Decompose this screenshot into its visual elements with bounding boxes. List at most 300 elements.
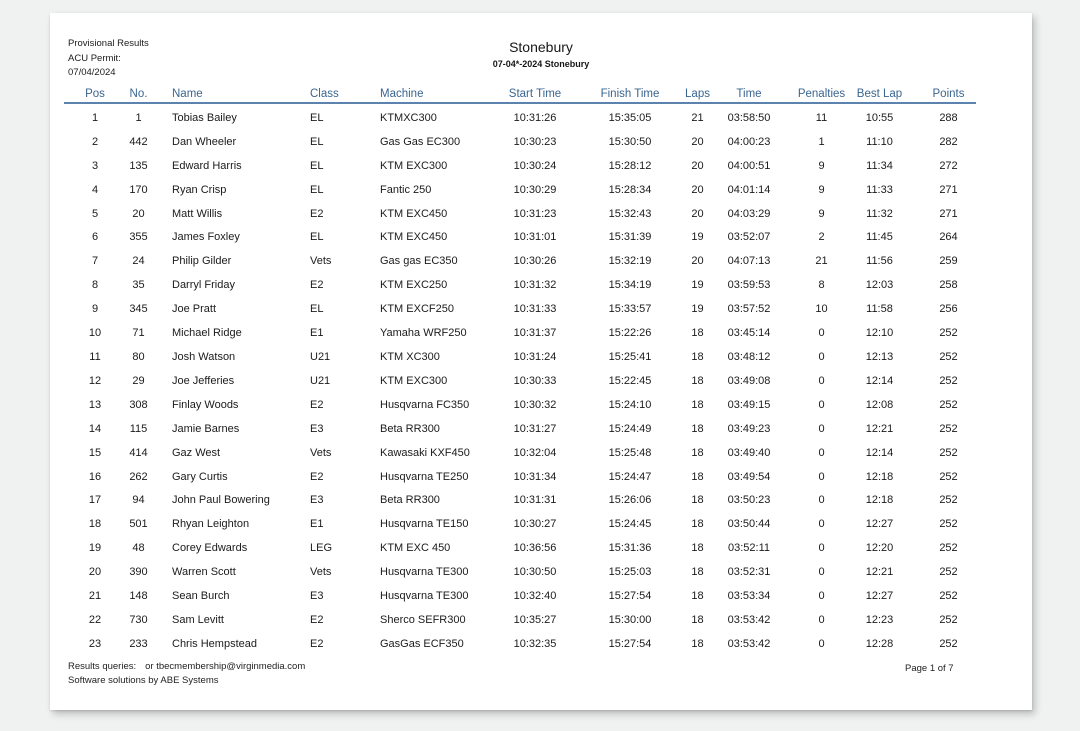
cell-laps: 18 (691, 422, 704, 435)
title-block (50, 39, 1032, 69)
column-header-machine: Machine (380, 87, 424, 100)
cell-time: 03:45:14 (727, 327, 771, 340)
cell-no: 35 (132, 279, 145, 292)
cell-best: 12:14 (865, 446, 894, 459)
cell-pen: 0 (818, 542, 825, 555)
cell-name: Ryan Crisp (172, 183, 227, 196)
cell-laps: 18 (691, 470, 704, 483)
event-title: Stonebury (509, 39, 573, 55)
cell-points: 252 (939, 590, 958, 603)
cell-no: 94 (132, 494, 145, 507)
table-row (50, 608, 1032, 632)
cell-cls: EL (310, 303, 324, 316)
cell-start: 10:31:24 (513, 351, 557, 364)
cell-name: Gaz West (172, 446, 221, 459)
cell-cls: EL (310, 231, 324, 244)
cell-start: 10:30:29 (513, 183, 557, 196)
cell-pos: 3 (91, 159, 99, 172)
cell-points: 272 (939, 159, 958, 172)
cell-pos: 23 (88, 637, 102, 650)
cell-machine: KTM EXC300 (380, 159, 448, 172)
cell-best: 12:03 (865, 279, 894, 292)
cell-cls: E3 (310, 590, 324, 603)
cell-no: 170 (129, 183, 148, 196)
cell-laps: 21 (691, 111, 704, 124)
cell-time: 03:48:12 (727, 351, 771, 364)
cell-pen: 0 (818, 470, 825, 483)
cell-cls: E2 (310, 398, 324, 411)
cell-machine: Gas Gas EC300 (380, 135, 461, 148)
cell-cls: E3 (310, 494, 324, 507)
cell-pen: 0 (818, 422, 825, 435)
column-header-pen: Penalties (797, 87, 846, 100)
cell-pos: 5 (91, 207, 99, 220)
cell-laps: 20 (691, 159, 704, 172)
cell-pos: 21 (88, 590, 102, 603)
cell-cls: U21 (310, 374, 331, 387)
cell-cls: EL (310, 135, 324, 148)
cell-pen: 8 (818, 279, 825, 292)
cell-start: 10:30:32 (513, 398, 557, 411)
table-row (50, 584, 1032, 608)
table-row (50, 393, 1032, 417)
cell-points: 252 (939, 422, 958, 435)
cell-pen: 9 (818, 159, 825, 172)
table-row (50, 178, 1032, 202)
cell-cls: E3 (310, 422, 324, 435)
cell-cls: Vets (310, 566, 332, 579)
cell-no: 135 (129, 159, 148, 172)
cell-best: 11:33 (866, 183, 893, 196)
cell-name: Sean Burch (172, 590, 230, 603)
cell-best: 12:08 (865, 398, 894, 411)
event-date: 07/04/2024 (68, 67, 116, 78)
cell-points: 252 (939, 351, 958, 364)
cell-pos: 6 (91, 231, 99, 244)
cell-finish: 15:24:45 (608, 518, 652, 531)
cell-time: 03:58:50 (727, 111, 771, 124)
cell-time: 03:53:34 (727, 590, 771, 603)
cell-start: 10:31:31 (513, 494, 557, 507)
cell-finish: 15:28:12 (608, 159, 652, 172)
cell-start: 10:31:34 (513, 470, 557, 483)
cell-machine: Husqvarna TE250 (380, 470, 469, 483)
cell-laps: 18 (691, 637, 704, 650)
cell-no: 501 (129, 518, 148, 531)
cell-no: 48 (132, 542, 145, 555)
cell-best: 12:13 (865, 351, 894, 364)
cell-machine: KTM EXC250 (380, 279, 448, 292)
cell-laps: 18 (691, 613, 704, 626)
cell-start: 10:31:26 (513, 111, 557, 124)
cell-points: 252 (939, 446, 958, 459)
cell-start: 10:32:04 (513, 446, 557, 459)
cell-machine: KTM EXCF250 (380, 303, 454, 316)
cell-finish: 15:35:05 (608, 111, 652, 124)
cell-points: 271 (939, 183, 958, 196)
cell-cls: E2 (310, 279, 324, 292)
cell-finish: 15:25:41 (608, 351, 652, 364)
cell-points: 252 (939, 613, 958, 626)
cell-start: 10:30:50 (513, 566, 557, 579)
cell-machine: Beta RR300 (380, 422, 440, 435)
column-header-finish: Finish Time (600, 87, 660, 100)
cell-name: Joe Pratt (172, 303, 217, 316)
column-header-laps: Laps (685, 87, 710, 100)
cell-no: 71 (132, 327, 145, 340)
table-row (50, 536, 1032, 560)
cell-machine: Gas gas EC350 (380, 255, 458, 268)
cell-pen: 0 (818, 494, 825, 507)
cell-name: Jamie Barnes (172, 422, 240, 435)
table-row (50, 297, 1032, 321)
cell-name: Michael Ridge (172, 327, 242, 340)
cell-no: 80 (132, 351, 145, 364)
cell-laps: 20 (691, 207, 704, 220)
cell-name: Corey Edwards (172, 542, 248, 555)
cell-cls: E1 (310, 327, 324, 340)
cell-name: Matt Willis (172, 207, 223, 220)
table-row (50, 154, 1032, 178)
cell-best: 11:58 (866, 303, 893, 316)
acu-permit-label: ACU Permit: (68, 52, 121, 64)
cell-finish: 15:22:26 (608, 327, 652, 340)
table-row (50, 249, 1032, 273)
cell-points: 252 (939, 518, 958, 531)
footer-queries-contact: or tbecmembership@virginmedia.com (145, 661, 306, 672)
cell-no: 390 (129, 566, 148, 579)
cell-name: Darryl Friday (172, 279, 235, 292)
cell-best: 12:28 (865, 637, 894, 650)
cell-name: Chris Hempstead (172, 637, 257, 650)
cell-start: 10:31:32 (513, 279, 557, 292)
cell-time: 03:52:31 (727, 566, 771, 579)
cell-start: 10:36:56 (513, 542, 557, 555)
cell-best: 11:32 (866, 207, 893, 220)
table-row (50, 489, 1032, 513)
cell-time: 03:49:54 (727, 470, 771, 483)
cell-no: 414 (129, 446, 148, 459)
cell-pos: 11 (89, 351, 101, 364)
cell-no: 24 (132, 255, 145, 268)
cell-pos: 18 (88, 518, 102, 531)
cell-points: 259 (939, 255, 958, 268)
cell-finish: 15:30:00 (608, 613, 652, 626)
cell-laps: 18 (691, 494, 704, 507)
cell-time: 03:59:53 (727, 279, 771, 292)
cell-pos: 4 (91, 183, 99, 196)
cell-pen: 0 (818, 446, 825, 459)
cell-pos: 22 (88, 613, 102, 626)
cell-pen: 0 (818, 518, 825, 531)
cell-start: 10:31:23 (513, 207, 557, 220)
cell-best: 11:56 (866, 255, 893, 268)
cell-best: 12:20 (865, 542, 894, 555)
cell-time: 03:52:07 (727, 231, 771, 244)
cell-cls: EL (310, 159, 324, 172)
cell-name: Edward Harris (172, 159, 242, 172)
cell-no: 233 (129, 637, 148, 650)
cell-pen: 10 (815, 303, 828, 316)
cell-best: 11:10 (866, 135, 893, 148)
cell-name: Tobias Bailey (172, 111, 237, 124)
cell-pen: 9 (818, 207, 825, 220)
cell-time: 04:00:23 (727, 135, 771, 148)
cell-start: 10:31:01 (513, 231, 557, 244)
cell-cls: Vets (310, 255, 332, 268)
cell-points: 252 (939, 494, 958, 507)
cell-name: Rhyan Leighton (172, 518, 250, 531)
cell-pos: 9 (91, 303, 99, 316)
cell-start: 10:31:27 (513, 422, 557, 435)
cell-machine: Fantic 250 (380, 183, 432, 196)
cell-pos: 1 (91, 111, 99, 124)
cell-machine: Husqvarna TE300 (380, 590, 469, 603)
cell-machine: GasGas ECF350 (380, 637, 464, 650)
cell-points: 252 (939, 637, 958, 650)
cell-pos: 17 (88, 494, 102, 507)
cell-name: Sam Levitt (172, 613, 224, 626)
cell-laps: 18 (691, 590, 704, 603)
cell-time: 03:57:52 (727, 303, 771, 316)
cell-no: 345 (129, 303, 148, 316)
cell-best: 12:27 (865, 590, 894, 603)
cell-cls: E1 (310, 518, 324, 531)
cell-name: John Paul Bowering (172, 494, 270, 507)
cell-no: 355 (129, 231, 148, 244)
cell-laps: 18 (691, 327, 704, 340)
cell-points: 252 (939, 327, 958, 340)
cell-points: 252 (939, 470, 958, 483)
cell-pen: 0 (818, 637, 825, 650)
cell-finish: 15:27:54 (608, 637, 652, 650)
cell-cls: EL (310, 111, 324, 124)
cell-start: 10:32:40 (513, 590, 557, 603)
cell-points: 256 (939, 303, 958, 316)
cell-time: 03:49:23 (727, 422, 771, 435)
table-row (50, 369, 1032, 393)
cell-name: Josh Watson (172, 351, 236, 364)
cell-finish: 15:32:19 (608, 255, 652, 268)
cell-laps: 19 (691, 303, 704, 316)
cell-cls: E2 (310, 637, 324, 650)
cell-best: 12:18 (865, 494, 894, 507)
cell-points: 252 (939, 542, 958, 555)
cell-machine: KTM EXC450 (380, 207, 448, 220)
table-body (50, 106, 1032, 656)
cell-finish: 15:28:34 (608, 183, 652, 196)
cell-cls: LEG (310, 542, 333, 555)
cell-pen: 11 (815, 111, 828, 124)
cell-cls: E2 (310, 207, 324, 220)
table-row (50, 202, 1032, 226)
cell-laps: 18 (691, 542, 704, 555)
footer-queries-label: Results queries: (68, 661, 137, 672)
cell-points: 252 (939, 374, 958, 387)
table-row (50, 226, 1032, 250)
cell-start: 10:31:37 (513, 327, 557, 340)
cell-finish: 15:25:03 (608, 566, 652, 579)
cell-time: 03:52:11 (727, 542, 770, 555)
table-header-rule (64, 102, 976, 104)
cell-start: 10:30:23 (513, 135, 557, 148)
cell-machine: KTM EXC450 (380, 231, 448, 244)
table-row (50, 417, 1032, 441)
cell-time: 03:53:42 (727, 613, 771, 626)
cell-laps: 20 (691, 183, 704, 196)
cell-pen: 0 (818, 590, 825, 603)
cell-start: 10:30:24 (513, 159, 557, 172)
cell-pen: 0 (818, 566, 825, 579)
cell-pen: 0 (818, 374, 825, 387)
cell-start: 10:30:26 (513, 255, 557, 268)
cell-points: 252 (939, 566, 958, 579)
cell-cls: E2 (310, 613, 324, 626)
cell-best: 12:27 (865, 518, 894, 531)
cell-no: 308 (129, 398, 148, 411)
cell-name: Gary Curtis (172, 470, 228, 483)
cell-finish: 15:27:54 (608, 590, 652, 603)
cell-cls: E2 (310, 470, 324, 483)
cell-start: 10:30:27 (513, 518, 557, 531)
cell-pen: 9 (818, 183, 825, 196)
cell-laps: 18 (691, 566, 704, 579)
table-row (50, 321, 1032, 345)
cell-machine: Husqvarna TE150 (380, 518, 469, 531)
table-row (50, 273, 1032, 297)
cell-finish: 15:25:48 (608, 446, 652, 459)
cell-no: 115 (129, 422, 148, 435)
column-header-start: Start Time (508, 87, 562, 100)
cell-pen: 0 (818, 327, 825, 340)
cell-name: Dan Wheeler (172, 135, 237, 148)
cell-no: 262 (129, 470, 148, 483)
page-number-label: Page 1 of 7 (905, 663, 954, 674)
table-row (50, 106, 1032, 130)
cell-finish: 15:31:39 (608, 231, 652, 244)
cell-start: 10:32:35 (513, 637, 557, 650)
cell-machine: Kawasaki KXF450 (380, 446, 470, 459)
cell-laps: 19 (691, 279, 704, 292)
cell-pos: 10 (88, 327, 102, 340)
cell-machine: Husqvarna TE300 (380, 566, 469, 579)
cell-machine: KTM EXC300 (380, 374, 448, 387)
cell-pos: 20 (88, 566, 102, 579)
cell-laps: 19 (691, 231, 704, 244)
column-header-best: Best Lap (856, 87, 903, 100)
cell-pen: 1 (818, 135, 825, 148)
cell-pen: 0 (818, 613, 825, 626)
cell-best: 12:21 (865, 422, 894, 435)
footer-queries-line (68, 661, 305, 672)
cell-best: 12:14 (865, 374, 894, 387)
cell-time: 03:50:23 (727, 494, 771, 507)
cell-name: Philip Gilder (172, 255, 232, 268)
cell-points: 252 (939, 398, 958, 411)
cell-time: 04:00:51 (727, 159, 771, 172)
cell-pos: 7 (91, 255, 99, 268)
footer-software-credit: Software solutions by ABE Systems (68, 675, 219, 686)
cell-pen: 0 (818, 351, 825, 364)
cell-points: 271 (939, 207, 958, 220)
column-header-time: Time (736, 87, 762, 100)
cell-pen: 2 (818, 231, 825, 244)
cell-start: 10:35:27 (513, 613, 557, 626)
cell-no: 148 (129, 590, 148, 603)
table-row (50, 345, 1032, 369)
cell-no: 1 (135, 111, 142, 124)
cell-machine: KTM XC300 (380, 351, 440, 364)
cell-pen: 21 (815, 255, 828, 268)
column-header-pos: Pos (85, 87, 105, 100)
table-row (50, 512, 1032, 536)
cell-best: 12:23 (865, 613, 894, 626)
cell-points: 258 (939, 279, 958, 292)
cell-machine: KTMXC300 (380, 111, 437, 124)
cell-pos: 8 (91, 279, 99, 292)
cell-name: James Foxley (172, 231, 240, 244)
table-row (50, 560, 1032, 584)
cell-no: 442 (129, 135, 148, 148)
cell-pos: 19 (88, 542, 102, 555)
cell-name: Finlay Woods (172, 398, 239, 411)
cell-start: 10:30:33 (513, 374, 557, 387)
cell-no: 730 (129, 613, 148, 626)
cell-laps: 20 (691, 255, 704, 268)
cell-finish: 15:30:50 (608, 135, 652, 148)
cell-machine: KTM EXC 450 (380, 542, 451, 555)
cell-start: 10:31:33 (513, 303, 557, 316)
cell-cls: U21 (310, 351, 331, 364)
cell-laps: 18 (691, 446, 704, 459)
cell-time: 03:49:40 (727, 446, 771, 459)
column-header-no: No. (129, 87, 148, 100)
cell-points: 264 (939, 231, 958, 244)
cell-pos: 15 (88, 446, 102, 459)
results-document-page (50, 13, 1032, 710)
column-header-name: Name (172, 87, 203, 100)
cell-laps: 18 (691, 518, 704, 531)
table-header-row (50, 85, 1032, 102)
provisional-results-label: Provisional Results (68, 38, 149, 49)
cell-laps: 18 (691, 374, 704, 387)
cell-pen: 0 (818, 398, 825, 411)
cell-pos: 13 (88, 398, 102, 411)
cell-finish: 15:24:49 (608, 422, 652, 435)
cell-time: 03:49:08 (727, 374, 771, 387)
column-header-points: Points (932, 87, 965, 100)
cell-best: 11:45 (866, 231, 893, 244)
cell-points: 282 (939, 135, 958, 148)
table-row (50, 632, 1032, 656)
cell-machine: Husqvarna FC350 (380, 398, 470, 411)
cell-time: 03:53:42 (727, 637, 771, 650)
column-header-cls: Class (310, 87, 339, 100)
cell-laps: 18 (691, 398, 704, 411)
cell-points: 288 (939, 111, 958, 124)
cell-finish: 15:33:57 (608, 303, 652, 316)
cell-pos: 14 (88, 422, 102, 435)
cell-time: 04:03:29 (727, 207, 771, 220)
cell-name: Warren Scott (172, 566, 236, 579)
cell-finish: 15:22:45 (608, 374, 652, 387)
cell-time: 04:07:13 (727, 255, 771, 268)
cell-pos: 16 (88, 470, 102, 483)
cell-machine: Beta RR300 (380, 494, 440, 507)
cell-name: Joe Jefferies (172, 374, 235, 387)
cell-finish: 15:26:06 (608, 494, 652, 507)
cell-cls: EL (310, 183, 324, 196)
